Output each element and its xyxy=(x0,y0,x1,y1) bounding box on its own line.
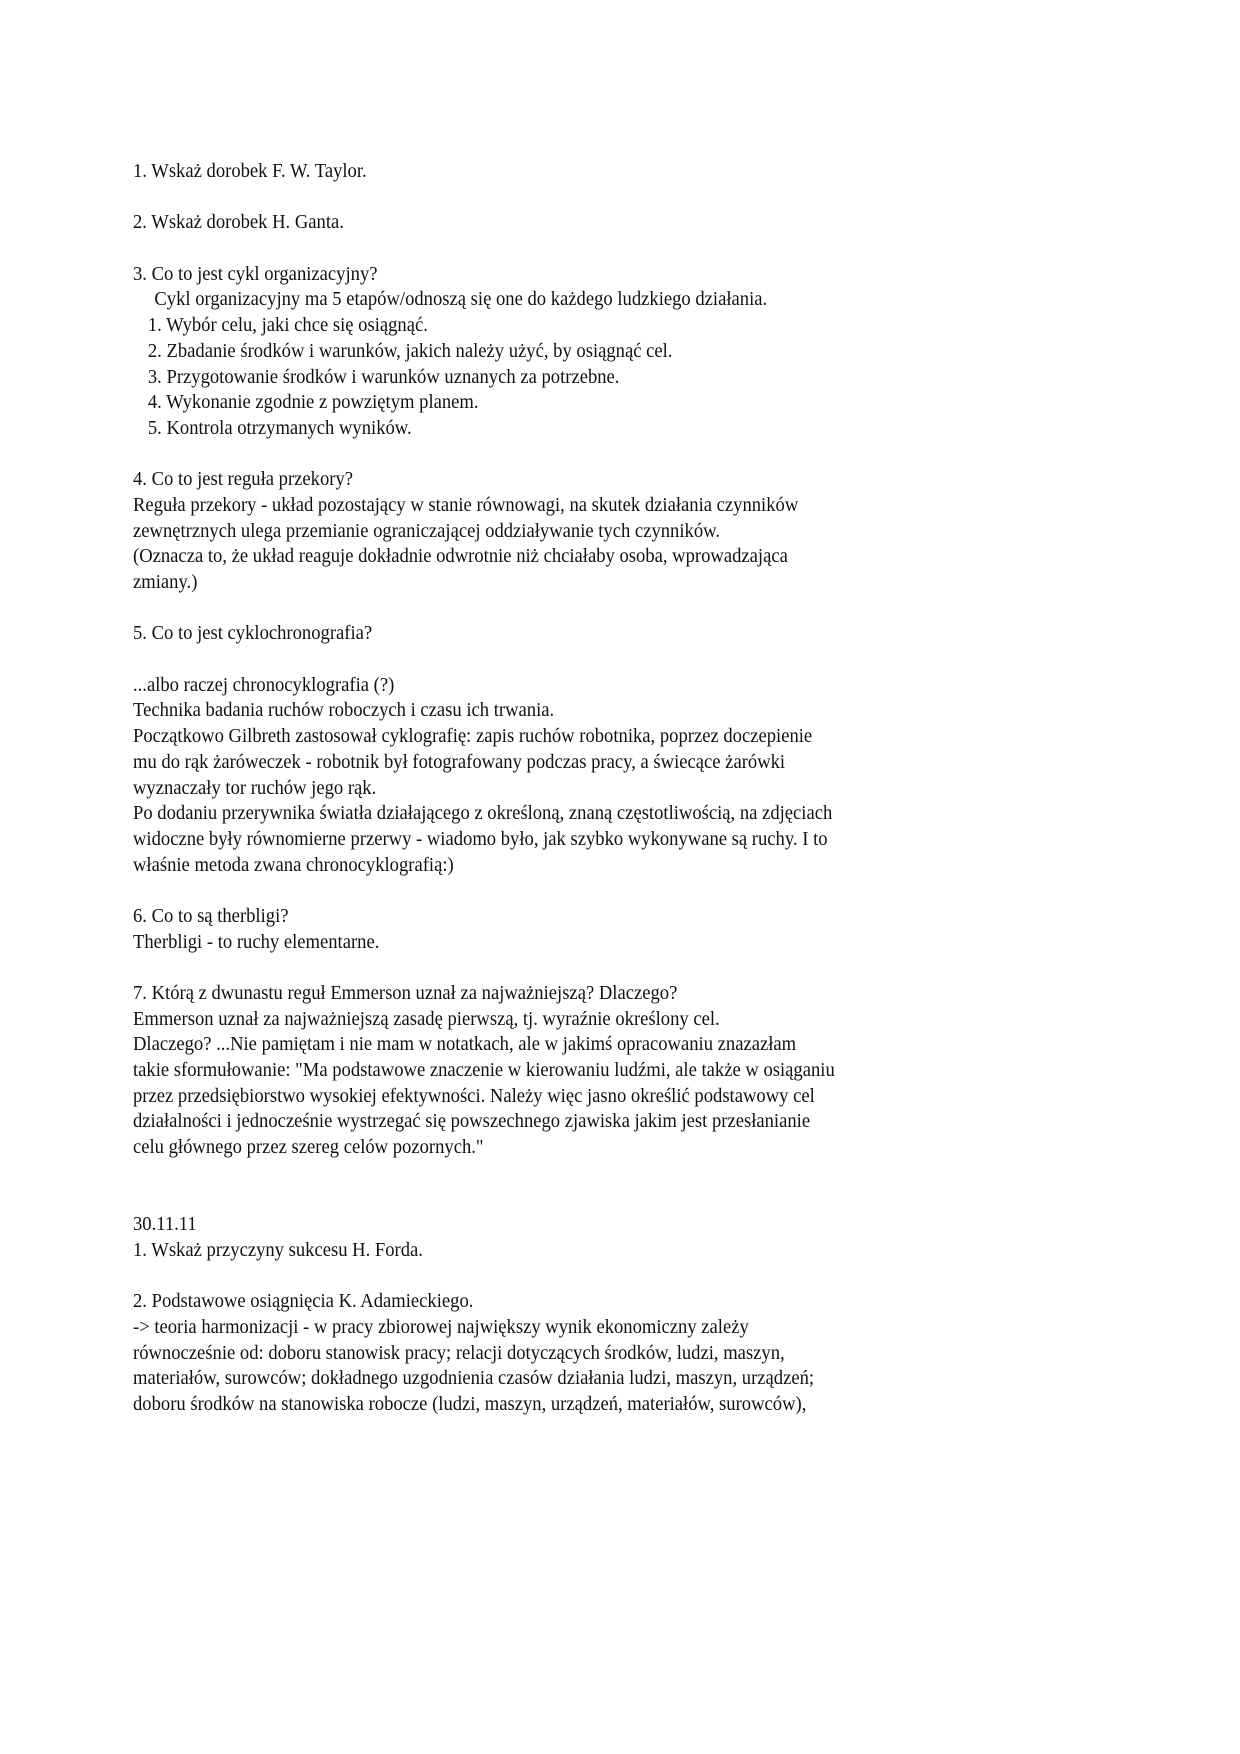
text-line: 2. Podstawowe osiągnięcia K. Adamieckiego. xyxy=(133,1290,474,1313)
text-line: 6. Co to są therbligi? xyxy=(133,904,289,927)
blank-line xyxy=(133,236,1044,262)
text-line: Emmerson uznał za najważniejszą zasadę pierwszą, tj. wyraźnie określony cel. xyxy=(133,1007,720,1030)
text-line: 5. Kontrola otrzymanych wyników. xyxy=(147,416,412,439)
text-line: przez przedsiębiorstwo wysokiej efektywności. Należy więc jasno określić podstawowy cel xyxy=(133,1084,815,1107)
text-line: widoczne były równomierne przerwy - wiadomo było, jak szybko wykonywane są ruchy. I to xyxy=(133,827,828,850)
text-line: 1. Wybór celu, jaki chce się osiągnąć. xyxy=(147,314,428,337)
blank-line xyxy=(133,647,1044,673)
blank-line xyxy=(133,185,1044,211)
text-line: Reguła przekory - układ pozostający w stanie równowagi, na skutek działania czynników xyxy=(133,493,799,516)
text-line: 30.11.11 xyxy=(133,1213,197,1236)
text-line: 2. Wskaż dorobek H. Ganta. xyxy=(133,211,344,234)
text-line: równocześnie od: doboru stanowisk pracy; relacji dotyczących środków, ludzi, maszyn, xyxy=(133,1341,785,1364)
text-line: 3. Co to jest cykl organizacyjny? xyxy=(133,262,378,285)
text-line: -> teoria harmonizacji - w pracy zbiorowej największy wynik ekonomiczny zależy xyxy=(133,1315,749,1338)
text-line: zewnętrznych ulega przemianie ograniczającej oddziaływanie tych czynników. xyxy=(133,519,720,542)
text-line: Początkowo Gilbreth zastosował cyklografię: zapis ruchów robotnika, poprzez doczepienie xyxy=(133,725,813,748)
text-line: zmiany.) xyxy=(133,571,198,593)
text-line: 1. Wskaż przyczyny sukcesu H. Forda. xyxy=(133,1238,423,1261)
text-line: materiałów, surowców; dokładnego uzgodnienia czasów działania ludzi, maszyn, urządzeń; xyxy=(133,1367,815,1390)
text-line: działalności i jednocześnie wystrzegać się powszechnego zjawiska jakim jest przesłanianie xyxy=(133,1110,811,1133)
text-line: właśnie metoda zwana chronocyklografią:) xyxy=(133,853,454,876)
text-line: ...albo raczej chronocyklografia (?) xyxy=(133,673,395,696)
text-line: Dlaczego? ...Nie pamiętam i nie mam w notatkach, ale w jakimś opracowaniu znazazłam xyxy=(133,1033,797,1056)
text-line: 2. Zbadanie środków i warunków, jakich należy użyć, by osiągnąć cel. xyxy=(147,339,673,362)
text-line: celu głównego przez szereg celów pozornych." xyxy=(133,1136,484,1159)
blank-line xyxy=(133,596,1044,622)
text-line: 4. Wykonanie zgodnie z powziętym planem. xyxy=(147,391,479,414)
text-line: 4. Co to jest reguła przekory? xyxy=(133,468,354,491)
blank-line xyxy=(133,1264,1044,1290)
text-line: mu do rąk żaróweczek - robotnik był fotografowany podczas pracy, a świecące żarówki xyxy=(133,750,786,773)
text-line: Po dodaniu przerywnika światła działającego z określoną, znaną częstotliwością, na zdjęciach xyxy=(133,802,833,825)
text-line: takie sformułowanie: "Ma podstawowe znaczenie w kierowaniu ludźmi, ale także w osiąganiu xyxy=(133,1059,835,1082)
text-line: Cykl organizacyjny ma 5 etapów/odnoszą się one do każdego ludzkiego działania. xyxy=(154,288,768,311)
blank-line xyxy=(133,878,1044,904)
text-line: wyznaczały tor ruchów jego rąk. xyxy=(133,776,377,799)
text-line: 1. Wskaż dorobek F. W. Taylor. xyxy=(133,160,367,182)
text-line: doboru środków na stanowiska robocze (ludzi, maszyn, urządzeń, materiałów, surowców), xyxy=(133,1393,807,1415)
text-line: Therbligi - to ruchy elementarne. xyxy=(133,930,380,953)
blank-line xyxy=(133,1187,1044,1213)
text-line: (Oznacza to, że układ reaguje dokładnie odwrotnie niż chciałaby osoba, wprowadzająca xyxy=(133,545,788,568)
text-line: 3. Przygotowanie środków i warunków uznanych za potrzebne. xyxy=(147,365,620,388)
text-line: Technika badania ruchów roboczych i czasu ich trwania. xyxy=(133,699,555,722)
text-line: 7. Którą z dwunastu reguł Emmerson uznał za najważniejszą? Dlaczego? xyxy=(133,982,678,1004)
blank-line xyxy=(133,442,1044,468)
document-body xyxy=(133,159,1113,1418)
blank-line xyxy=(133,955,1044,981)
blank-line xyxy=(133,1161,1044,1187)
text-line: 5. Co to jest cyklochronografia? xyxy=(133,622,373,645)
